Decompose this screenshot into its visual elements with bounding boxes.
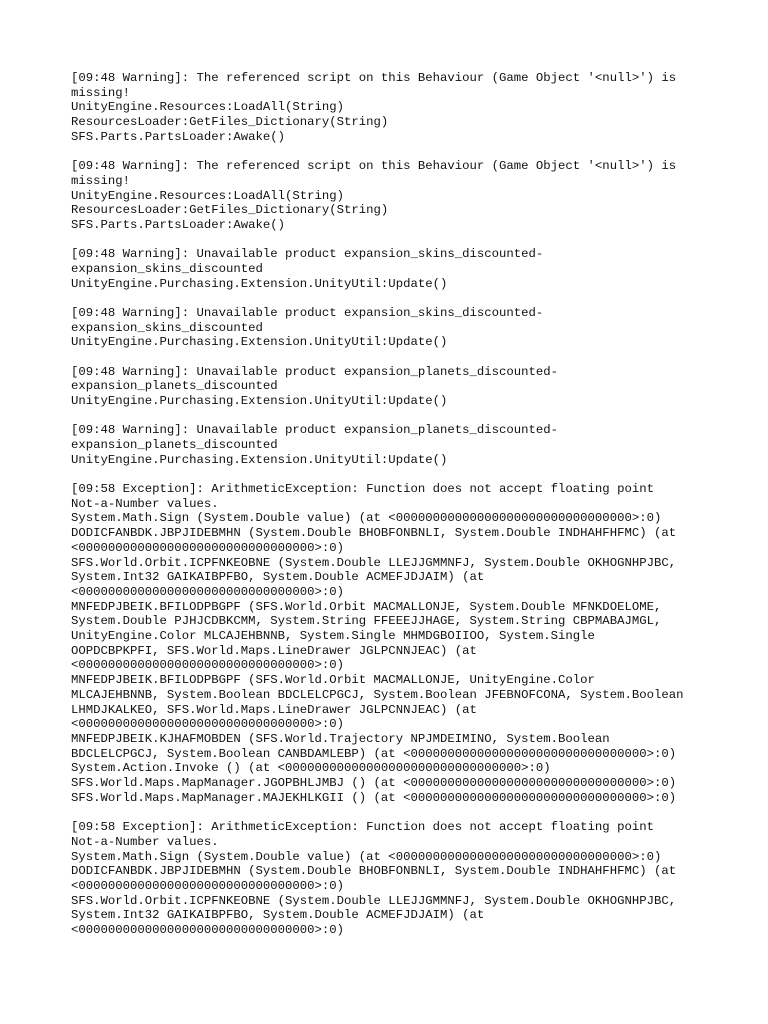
stack-trace-line: SFS.Parts.PartsLoader:Awake(): [71, 129, 286, 144]
stack-trace-line: ResourcesLoader:GetFiles_Dictionary(String): [71, 203, 389, 218]
stack-trace-line: System.Action.Invoke () (at <00000000000000000000000000000000>:0): [71, 761, 551, 776]
stack-trace-line: <00000000000000000000000000000000>:0): [71, 878, 345, 893]
stack-trace-line: missing!: [71, 173, 131, 188]
log-entry: [71, 247, 711, 291]
log-entry: [71, 306, 711, 350]
stack-trace-line: MLCAJEHBNNB, System.Boolean BDCLELCPGCJ, System.Boolean JFEBNOFCONA, System.Boolean: [71, 687, 684, 702]
stack-trace-line: DODICFANBDK.JBPJIDEBMHN (System.Double BHOBFONBNLI, System.Double INDHAHFHFMC) (at: [71, 526, 677, 541]
stack-trace-line: MNFEDPJBEIK.BFILODPBGPF (SFS.World.Orbit MACMALLONJE, UnityEngine.Color: [71, 673, 595, 688]
stack-trace-line: UnityEngine.Purchasing.Extension.UnityUtil:Update(): [71, 452, 448, 467]
stack-trace-line: <00000000000000000000000000000000>:0): [71, 923, 345, 938]
stack-trace-line: System.Math.Sign (System.Double value) (at <00000000000000000000000000000000>:0): [71, 511, 662, 526]
stack-trace-line: SFS.World.Maps.MapManager.JGOPBHLJMBJ () (at <00000000000000000000000000000000>:0): [71, 776, 677, 791]
stack-trace-line: <00000000000000000000000000000000>:0): [71, 584, 345, 599]
stack-trace-line: SFS.World.Orbit.ICPFNKEOBNE (System.Double LLEJJGMMNFJ, System.Double OKHOGNHPJBC,: [71, 555, 677, 570]
log-entry-header: [09:48 Warning]: Unavailable product expansion_planets_discounted-: [71, 423, 559, 438]
stack-trace-line: UnityEngine.Resources:LoadAll(String): [71, 188, 345, 203]
stack-trace-line: expansion_skins_discounted: [71, 320, 263, 335]
log-entry: [71, 159, 711, 233]
log-entry-header: [09:48 Warning]: Unavailable product expansion_skins_discounted-: [71, 247, 544, 262]
stack-trace-line: ResourcesLoader:GetFiles_Dictionary(String): [71, 115, 389, 130]
stack-trace-line: DODICFANBDK.JBPJIDEBMHN (System.Double BHOBFONBNLI, System.Double INDHAHFHFMC) (at: [71, 864, 677, 879]
log-entry-header: [09:48 Warning]: Unavailable product expansion_planets_discounted-: [71, 364, 559, 379]
stack-trace-line: System.Math.Sign (System.Double value) (at <00000000000000000000000000000000>:0): [71, 849, 662, 864]
log-entry-header: [09:48 Warning]: Unavailable product expansion_skins_discounted-: [71, 305, 544, 320]
stack-trace-line: System.Double PJHJCDBKCMM, System.String FFEEEJJHAGE, System.String CBPMABAJMGL,: [71, 614, 662, 629]
stack-trace-line: UnityEngine.Purchasing.Extension.UnityUtil:Update(): [71, 394, 448, 409]
stack-trace-line: UnityEngine.Purchasing.Extension.UnityUtil:Update(): [71, 276, 448, 291]
stack-trace-line: LHMDJKALKEO, SFS.World.Maps.LineDrawer JGLPCNNJEAC) (at: [71, 702, 477, 717]
log-entry: [71, 71, 711, 145]
stack-trace-line: expansion_planets_discounted: [71, 379, 278, 394]
stack-trace-line: OOPDCBPKPFI, SFS.World.Maps.LineDrawer JGLPCNNJEAC) (at: [71, 643, 477, 658]
log-entry-header: [09:58 Exception]: ArithmeticException: Function does not accept floating point: [71, 482, 654, 497]
stack-trace-line: missing!: [71, 85, 131, 100]
stack-trace-line: System.Int32 GAIKAIBPFBO, System.Double ACMEFJDJAIM) (at: [71, 570, 485, 585]
log-entry-header: [09:58 Exception]: ArithmeticException: Function does not accept floating point: [71, 820, 654, 835]
stack-trace-line: UnityEngine.Color MLCAJEHBNNB, System.Single MHMDGBOIIOO, System.Single: [71, 629, 595, 644]
stack-trace-line: expansion_skins_discounted: [71, 261, 263, 276]
log-document: [71, 71, 711, 952]
log-entry-header: [09:48 Warning]: The referenced script on this Behaviour (Game Object '<null>') is: [71, 71, 677, 85]
stack-trace-line: BDCLELCPGCJ, System.Boolean CANBDAMLEBP) (at <00000000000000000000000000000000>:0): [71, 746, 677, 761]
stack-trace-line: expansion_planets_discounted: [71, 438, 278, 453]
stack-trace-line: Not-a-Number values.: [71, 496, 219, 511]
stack-trace-line: <00000000000000000000000000000000>:0): [71, 540, 345, 555]
log-entry: [71, 820, 711, 938]
stack-trace-line: MNFEDPJBEIK.KJHAFMOBDEN (SFS.World.Trajectory NPJMDEIMINO, System.Boolean: [71, 731, 610, 746]
log-entry: [71, 423, 711, 467]
stack-trace-line: Not-a-Number values.: [71, 834, 219, 849]
stack-trace-line: MNFEDPJBEIK.BFILODPBGPF (SFS.World.Orbit MACMALLONJE, System.Double MFNKDOELOME,: [71, 599, 662, 614]
stack-trace-line: <00000000000000000000000000000000>:0): [71, 717, 345, 732]
stack-trace-line: <00000000000000000000000000000000>:0): [71, 658, 345, 673]
log-entry-header: [09:48 Warning]: The referenced script on this Behaviour (Game Object '<null>') is: [71, 159, 677, 174]
stack-trace-line: UnityEngine.Purchasing.Extension.UnityUtil:Update(): [71, 335, 448, 350]
log-entry: [71, 365, 711, 409]
stack-trace-line: System.Int32 GAIKAIBPFBO, System.Double ACMEFJDJAIM) (at: [71, 908, 485, 923]
stack-trace-line: UnityEngine.Resources:LoadAll(String): [71, 100, 345, 115]
stack-trace-line: SFS.World.Maps.MapManager.MAJEKHLKGII () (at <00000000000000000000000000000000>:0): [71, 790, 677, 805]
log-entry: [71, 482, 711, 805]
stack-trace-line: SFS.Parts.PartsLoader:Awake(): [71, 217, 286, 232]
stack-trace-line: SFS.World.Orbit.ICPFNKEOBNE (System.Double LLEJJGMMNFJ, System.Double OKHOGNHPJBC,: [71, 893, 677, 908]
